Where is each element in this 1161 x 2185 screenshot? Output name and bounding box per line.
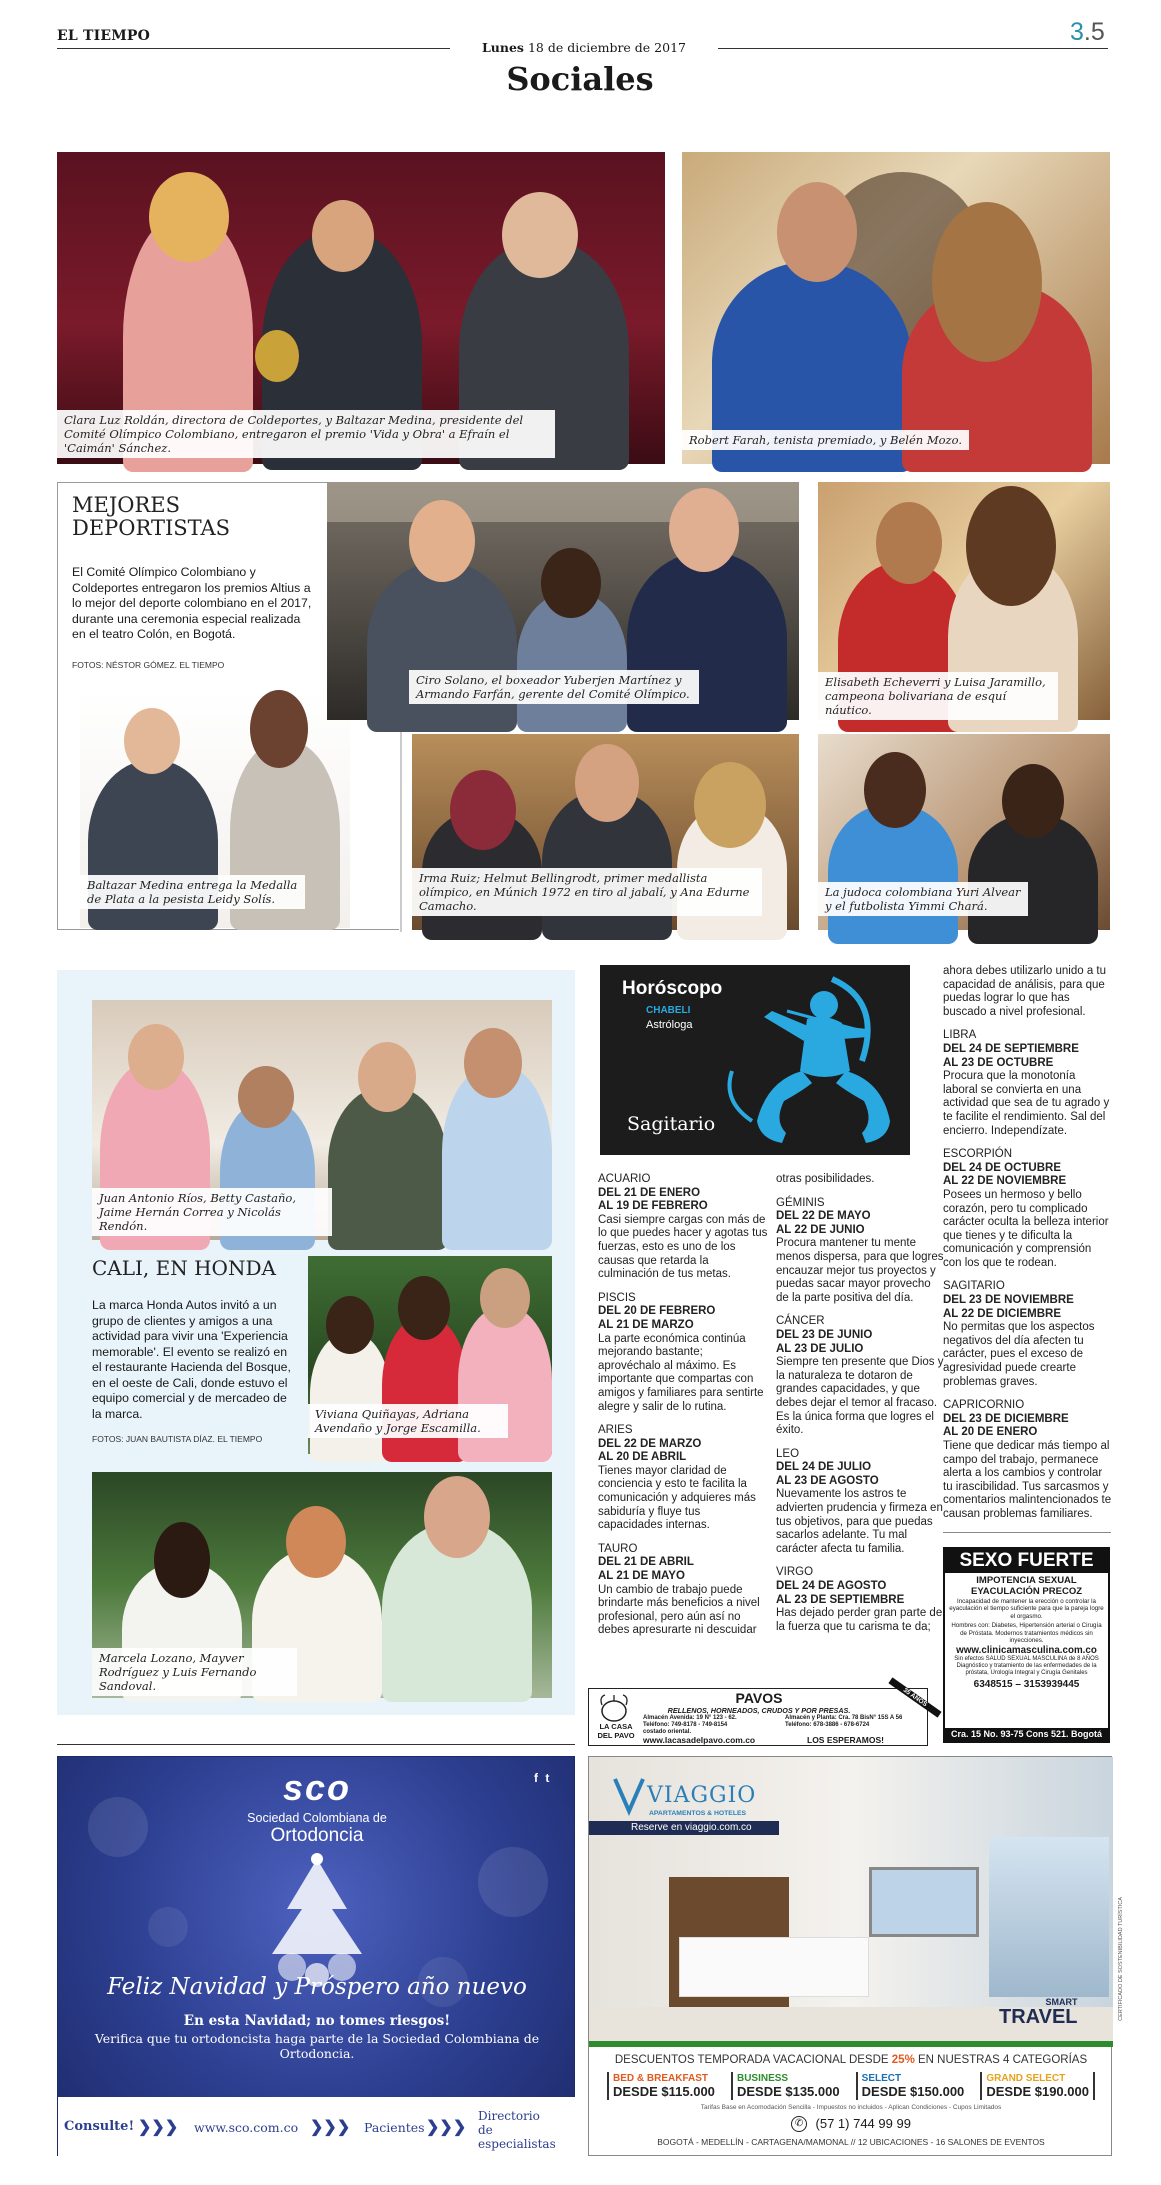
pavos-addr1b: costado oriental.	[643, 1729, 692, 1735]
header-rule-left	[57, 48, 450, 49]
horoscope-author: CHABELI	[646, 1005, 691, 1016]
sco-logo: sco	[282, 1767, 352, 1808]
twitter-icon[interactable]: t	[545, 1771, 550, 1785]
sco-greeting: Feliz Navidad y Próspero año nuevo	[107, 1974, 527, 2000]
ad-sexo-small3: Sin efectos SALUD SEXUAL MASCULINA de 8 AÑOS	[954, 1656, 1099, 1663]
viaggio-category: SELECT DESDE $150.000	[856, 2072, 965, 2100]
horoscope-banner	[600, 965, 910, 1155]
horoscope-sign: CAPRICORNIO DEL 23 DE DICIEMBRE AL 20 DE ENERO Tiene que dedicar más tiempo al campo del trabajo, permanece alerta a los cambios y controlar tu irascibilidad. Tus sarcasmos y comentarios malintencionados te causan problemas familiares.	[943, 1399, 1112, 1520]
photo-robert-farah	[682, 152, 1110, 464]
ad-sexo-small2: Hombres con: Diabetes, Hipertensión arterial o Cirugía de Próstata. Modernos tratamientos médicos sin inyecciones.	[951, 1622, 1102, 1645]
photo-vida-obra	[57, 152, 665, 464]
paper-name: EL TIEMPO	[57, 28, 151, 44]
viaggio-side-text: CERTIFICADO DE SOSTENIBILIDAD TURÍSTICA	[1117, 1897, 1124, 2021]
pavos-tel2: Teléfono: 678-3886 - 678-6724	[785, 1722, 870, 1728]
photo-medalla-plata	[80, 690, 350, 928]
deportistas-title-line2: DEPORTISTAS	[72, 516, 231, 540]
pavos-store2	[785, 1715, 925, 1729]
photo-caption: Clara Luz Roldán, directora de Coldeportes, y Baltazar Medina, presidente del Comité Olímpico Colombiano, entregaron el premio 'Vida y Obra' a Efraín el 'Caimán' Sánchez.	[57, 410, 555, 458]
photo-caption: Juan Antonio Ríos, Betty Castaño, Jaime Hernán Correa y Nicolás Rendón.	[92, 1188, 332, 1236]
sco-web[interactable]: www.sco.com.co	[194, 2120, 299, 2135]
viaggio-logo-icon	[611, 1777, 647, 1815]
horoscope-title: Horóscopo	[622, 978, 723, 999]
horoscope-sign: TAURO DEL 21 DE ABRIL AL 21 DE MAYO Un cambio de trabajo puede brindarte más beneficios a nivel profesional, pero aún así no debes apresurarte ni descuidar	[598, 1542, 760, 1637]
issue-date-rest: 18 de diciembre de 2017	[527, 40, 686, 55]
pavos-store1	[643, 1715, 783, 1736]
sco-directory[interactable]	[478, 2109, 574, 2151]
pavos-title: PAVOS	[735, 1690, 783, 1706]
horoscope-sign: LEO DEL 24 DE JULIO AL 23 DE AGOSTO Nuevamente los astros te advierten prudencia y firmeza en tus objetivos, para que puedas sacarlos adelante. Tu mal carácter afecta tu familia.	[776, 1447, 943, 1555]
horoscope-sign: GÉMINIS DEL 22 DE MAYO AL 22 DE JUNIO Procura mantener tu mente menos dispersa, para que logres encauzar mejor tus proyectos y puedas sacar mayor provecho de la parte positiva del día.	[776, 1196, 944, 1304]
horoscope-sign: PISCIS DEL 20 DE FEBRERO AL 21 DE MARZO La parte económica continúa mejorando bastante; aprovéchalo al máximo. Es importante que compartas con amigos y familiares para sentirte alegre y salir de lo rutina.	[598, 1291, 764, 1413]
photo-caption: Viviana Quiñayas, Adriana Avendaño y Jorge Escamilla.	[308, 1404, 508, 1438]
photo-irma-ruiz	[412, 734, 799, 930]
horoscope-sign-label: Sagitario	[627, 1113, 716, 1135]
horoscope-column-2	[776, 1173, 946, 1634]
photo-caption: Marcela Lozano, Mayver Rodríguez y Luis Fernando Sandoval.	[92, 1648, 297, 1696]
viaggio-badge2: TRAVEL	[999, 2006, 1078, 2028]
horoscope-sign: SAGITARIO DEL 23 DE NOVIEMBRE AL 22 DE DICIEMBRE No permitas que los aspectos negativos del día afecten tu carácter, pues el exceso de agresividad puede crearte problemas graves.	[943, 1280, 1095, 1388]
photo-caption: Baltazar Medina entrega la Medalla de Plata a la pesista Leidy Solís.	[80, 875, 305, 909]
ad-sexo-line2: EYACULACIÓN PRECOZ	[970, 1586, 1083, 1597]
christmas-tree-icon	[252, 1849, 382, 1989]
photo-caption: Irma Ruiz; Helmut Bellingrodt, primer medallista olímpico, en Múnich 1972 en tiro al jabalí, y Ana Edurne Camacho.	[412, 868, 762, 916]
sco-name-line1: Sociedad Colombiana de	[247, 1811, 387, 1825]
sco-consult: Consulte!	[64, 2119, 135, 2134]
viaggio-reserve[interactable]: Reserve en viaggio.com.co	[589, 1821, 779, 1835]
horoscope-sign: LIBRA DEL 24 DE SEPTIEMBRE AL 23 DE OCTUBRE Procura que la monotonía laboral se convierta en una actividad que sea de tu agrado y te facilite el rendimiento. Sal del encierro. Independízate.	[943, 1029, 1110, 1137]
photo-caption: Robert Farah, tenista premiado, y Belén Mozo.	[682, 430, 969, 450]
issue-day: Lunes	[482, 40, 524, 55]
horoscope-sign: ACUARIO DEL 21 DE ENERO AL 19 DE FEBRERO Casi siempre cargas con más de lo que puedes hacer y agotas tus fuerzas, esto es uno de los causas que retarda la culminación de tus metas.	[598, 1173, 768, 1281]
sco-arrows-2: ❯❯❯	[310, 2119, 351, 2136]
ad-sexo-web[interactable]: www.clinicamasculina.com.co	[956, 1645, 1097, 1657]
ad-sexo-small4: Diagnóstico y tratamiento de las enfermedades de la próstata, Urología Integral y Cirugía Genitales	[956, 1663, 1097, 1677]
sco-line2: Verifica que tu ortodoncista haga parte de la Sociedad Colombiana de Ortodoncia.	[94, 2031, 540, 2061]
horoscope-column-1	[598, 1173, 768, 1638]
viaggio-category: BUSINESS DESDE $135.000	[731, 2072, 840, 2100]
horoscope-continued-text: ahora debes utilizarlo unido a tu capacidad de análisis, para que puedas lograr lo que has buscado a nivel profesional.	[943, 965, 1107, 1018]
viaggio-brand-sub: APARTAMENTOS & HOTELES	[649, 1810, 747, 1817]
viaggio-category: GRAND SELECT DESDE $190.000	[980, 2072, 1095, 2100]
deportistas-credit: FOTOS: NÉSTOR GÓMEZ. EL TIEMPO	[72, 660, 225, 670]
viaggio-fineprint: Tarifas Base en Acomodación Sencilla - Impuestos no incluidos - Aplican Condiciones - Cupos Limitados	[700, 2104, 1002, 2111]
photo-caption: Ciro Solano, el boxeador Yuberjen Martínez y Armando Farfán, gerente del Comité Olímpico.	[409, 670, 699, 704]
photo-caption: Elisabeth Echeverri y Luisa Jaramillo, campeona bolivariana de esquí náutico.	[818, 672, 1058, 720]
issue-date	[452, 40, 716, 55]
ad-pavos	[588, 1688, 928, 1746]
sco-line1: En esta Navidad; no tomes riesgos!	[183, 2013, 451, 2029]
header-rule-right	[718, 48, 1108, 49]
photo-yuri-alvear	[818, 734, 1110, 930]
viaggio-categories	[607, 2072, 1095, 2100]
turkey-icon	[597, 1693, 631, 1723]
ad-sexo-title: SEXO FUERTE	[945, 1549, 1108, 1573]
pavos-brand	[593, 1723, 639, 1740]
viaggio-headline-pre: DESCUENTOS TEMPORADA VACACIONAL DESDE	[614, 2054, 892, 2066]
section-divider	[57, 1744, 575, 1745]
sagittarius-archer-icon	[712, 971, 902, 1153]
ad-sexo-address: Cra. 15 No. 93-75 Cons 521. Bogotá	[945, 1728, 1108, 1741]
sco-name	[58, 1811, 576, 1847]
photo-cali-group3	[92, 1472, 552, 1698]
pavos-brand-line1: LA CASA	[599, 1722, 633, 1731]
pavos-addr1: Almacén Avenida: 19 N° 123 - 62.	[643, 1715, 737, 1721]
ad-sco	[57, 1756, 575, 2156]
sco-patients[interactable]: Pacientes	[364, 2120, 425, 2135]
viaggio-headline-post: EN NUESTRAS 4 CATEGORÍAS	[914, 2054, 1088, 2066]
photo-elisabeth-echeverri	[818, 482, 1110, 720]
section-title: Sociales	[506, 60, 654, 98]
horoscope-author-role: Astróloga	[646, 1019, 693, 1031]
ad-sexo-fuerte	[943, 1547, 1110, 1743]
photo-ciro-solano	[327, 482, 799, 720]
cali-credit: FOTOS: JUAN BAUTISTA DÍAZ. EL TIEMPO	[92, 1434, 263, 1444]
cali-title: CALI, EN HONDA	[92, 1256, 276, 1280]
sco-arrows-3: ❯❯❯	[426, 2119, 467, 2136]
photo-cali-group2	[308, 1256, 552, 1454]
page-section: 3	[1070, 18, 1084, 46]
pavos-addr2: Almacén y Planta: Cra. 78 BisN° 15S A 56	[785, 1715, 903, 1721]
ad-viaggio	[588, 1756, 1124, 2156]
viaggio-footer: BOGOTÁ - MEDELLÍN - CARTAGENA/MAMONAL // 12 UBICACIONES - 16 SALONES DE EVENTOS	[657, 2137, 1045, 2147]
sco-social	[534, 1771, 549, 1785]
photo-cali-group1	[92, 1000, 552, 1240]
page-sub: .5	[1083, 18, 1105, 46]
viaggio-brand: VIAGGIO	[647, 1783, 757, 1808]
horoscope-sign: ARIES DEL 22 DE MARZO AL 20 DE ABRIL Tienes mayor claridad de conciencia y esto te facilita la comunicación y adquieres más sabiduría y fluye tus capacidades internas.	[598, 1424, 756, 1532]
viaggio-headline	[589, 2054, 1113, 2066]
sco-arrows-1: ❯❯❯	[138, 2119, 179, 2136]
facebook-icon[interactable]: f	[534, 1771, 538, 1785]
horoscope-rule	[943, 1532, 1111, 1533]
viaggio-smart-travel	[999, 1997, 1078, 2027]
horoscope-column-3	[943, 965, 1113, 1522]
viaggio-phone-row	[589, 2115, 1113, 2133]
horoscope-continued-text: otras posibilidades.	[776, 1173, 875, 1185]
pavos-badge: 35 AÑOS	[888, 1677, 941, 1717]
masthead	[0, 0, 1161, 110]
pavos-tel1: Teléfono: 749-8178 - 749-8154	[643, 1722, 728, 1728]
deportistas-body: El Comité Olímpico Colombiano y Coldeportes entregaron los premios Altius a lo mejor del deporte colombiano en el 2017, durante una ceremonia especial realizada en el teatro Colón, en Bogotá.	[72, 565, 312, 641]
viaggio-phone[interactable]: (57 1) 744 99 99	[815, 2116, 911, 2132]
horoscope-sign: VIRGO DEL 24 DE AGOSTO AL 23 DE SEPTIEMBRE Has dejado perder gran parte de la fuerza que tu carisma te da;	[776, 1566, 943, 1633]
photo-caption: La judoca colombiana Yuri Alvear y el futbolista Yimmi Chará.	[818, 882, 1028, 916]
ad-sexo-small1: Incapacidad de mantener la erección o controlar la eyaculación el tiempo suficiente para que la pareja logre el orgasmo.	[949, 1598, 1104, 1620]
pavos-cta: LOS ESPERAMOS!	[807, 1735, 884, 1745]
sco-directory-line1: Directorio	[478, 2109, 540, 2123]
pavos-subtitle: RELLENOS, HORNEADOS, CRUDOS Y POR PRESAS.	[667, 1706, 851, 1715]
viaggio-headline-pct: 25%	[891, 2054, 915, 2066]
sco-directory-line2: de especialistas	[478, 2123, 556, 2151]
page-number	[1070, 18, 1105, 47]
deportistas-title	[72, 494, 230, 540]
horoscope-sign: CÁNCER DEL 23 DE JUNIO AL 23 DE JULIO Siempre ten presente que Dios y la naturaleza te dotaron de grandes capacidades, y que debes dejar el temor al fracaso. Es la única forma que logres el éxito.	[776, 1315, 944, 1437]
viaggio-badge1: SMART	[1045, 1997, 1078, 2007]
pavos-brand-line2: DEL PAVO	[597, 1730, 635, 1740]
sco-name-line2: Ortodoncia	[270, 1825, 364, 1846]
viaggio-category: BED & BREAKFAST DESDE $115.000	[607, 2072, 715, 2100]
ad-sexo-phones: 6348515 – 3153939445	[973, 1679, 1080, 1691]
ad-sexo-line1: IMPOTENCIA SEXUAL	[976, 1575, 1077, 1586]
cali-body: La marca Honda Autos invitó a un grupo de clientes y amigos a una actividad para vivir una 'Experiencia memorable'. El evento se realizó en el restaurante Hacienda del Bosque, en el oeste de Cali, donde estuvo el equipo comercial y de mercadeo de la marca.	[92, 1298, 291, 1421]
horoscope-sign: ESCORPIÓN DEL 24 DE OCTUBRE AL 22 DE NOVIEMBRE Posees un hermoso y bello corazón, pero tu complicado carácter oculta la belleza interior que tienes y te dificulta la comunicación y comprensión con los que te rodean.	[943, 1148, 1109, 1269]
phone-icon: ✆	[791, 2116, 807, 2132]
pavos-web[interactable]: www.lacasadelpavo.com.co	[643, 1735, 756, 1745]
deportistas-title-line1: MEJORES	[72, 493, 180, 517]
